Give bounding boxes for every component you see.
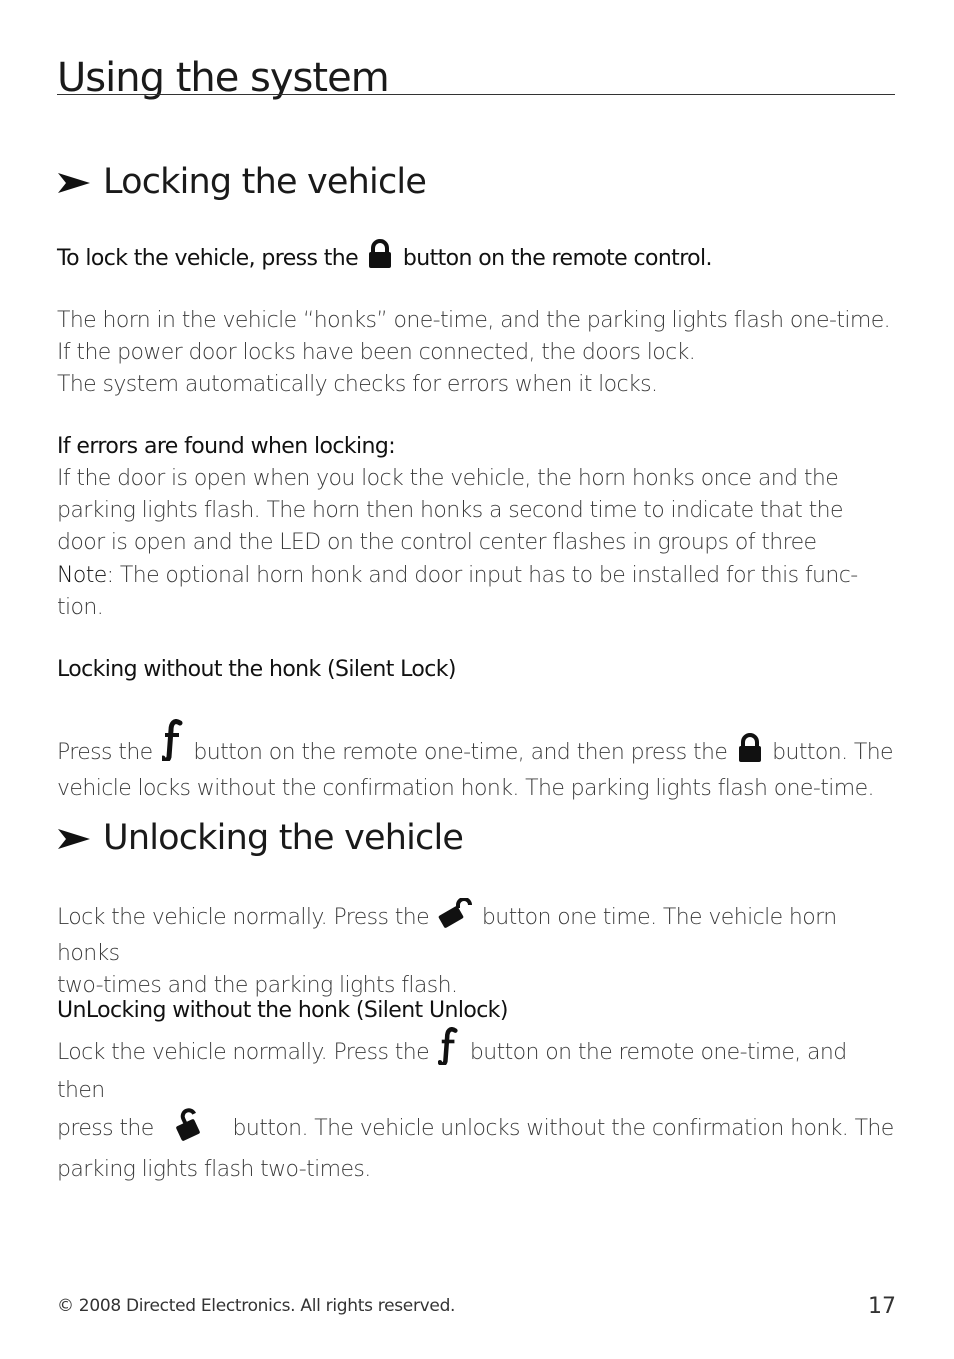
locking-paragraph <box>57 305 897 402</box>
unlocking-heading-text: Unlocking the vehicle <box>103 818 464 858</box>
errors-line-1: If the door is open when you lock the vehicle, the horn honks once and the <box>57 466 839 491</box>
note-line <box>57 560 897 592</box>
lock-instruction-pre: To lock the vehicle, press the <box>57 246 359 271</box>
footer-copyright: © 2008 Directed Electronics. All rights reserved. <box>57 1296 456 1316</box>
silent-lock-pre: Press the <box>57 740 153 765</box>
arrow-bullet-icon <box>57 827 93 851</box>
unlock-icon <box>174 1107 204 1153</box>
silent-lock-heading: Locking without the honk (Silent Lock) <box>57 657 456 682</box>
note-label: Note: <box>57 562 114 588</box>
locking-heading <box>57 160 426 204</box>
page-number: 17 <box>868 1294 896 1319</box>
lock-icon <box>737 733 763 773</box>
silent-unlock-line-3: parking lights flash two-times. <box>57 1156 371 1182</box>
silent-lock-post: button. The <box>772 740 893 765</box>
errors-heading: If errors are found when locking: <box>57 434 396 459</box>
function-f-icon <box>162 719 184 771</box>
unlocking-pre: Lock the vehicle normally. Press the <box>57 905 430 930</box>
function-f-icon <box>438 1027 460 1075</box>
silent-unlock-post: button on the remote one-time, and then <box>57 1040 847 1104</box>
note-line-2: tion. <box>57 594 104 620</box>
errors-line-2: parking lights flash. The horn then honks a second time to indicate that the <box>57 498 843 524</box>
unlocking-paragraph <box>57 898 897 1003</box>
lock-icon <box>367 239 393 279</box>
silent-unlock-heading: UnLocking without the honk (Silent Unlock) <box>57 998 508 1023</box>
lock-instruction-post: button on the remote control. <box>402 246 712 271</box>
silent-unlock-pre: Lock the vehicle normally. Press the <box>57 1040 430 1065</box>
lock-instruction <box>57 239 897 279</box>
silent-unlock-line-2 <box>57 1107 897 1153</box>
unlocking-line-2: two-times and the parking lights flash. <box>57 973 458 999</box>
silent-unlock-paragraph <box>57 1027 897 1186</box>
errors-paragraph <box>57 463 897 624</box>
silent-unlock-line2-post: button. The vehicle unlocks without the confirmation honk. The <box>232 1116 894 1142</box>
silent-unlock-line-1 <box>57 1027 897 1107</box>
silent-lock-line-2: vehicle locks without the confirmation honk. The parking lights flash one-time. <box>57 776 874 802</box>
silent-lock-line-1 <box>57 719 897 773</box>
unlocking-heading <box>57 816 463 860</box>
silent-unlock-line2-pre: press the <box>57 1116 154 1142</box>
unlocking-line-1 <box>57 898 897 970</box>
arrow-bullet-icon <box>57 171 93 195</box>
unlock-icon <box>438 898 472 938</box>
locking-heading-text: Locking the vehicle <box>103 162 427 202</box>
errors-line-3: door is open and the LED on the control center flashes in groups of three <box>57 530 817 556</box>
note-text: The optional horn honk and door input has to be installed for this func- <box>113 562 858 588</box>
locking-para-line-1: The horn in the vehicle “honks” one-time, and the parking lights flash one-time. <box>57 308 891 333</box>
locking-para-line-3: The system automatically checks for errors when it locks. <box>57 372 658 398</box>
locking-para-line-2: If the power door locks have been connected, the doors lock. <box>57 340 696 366</box>
silent-lock-mid: button on the remote one-time, and then press the <box>193 740 728 765</box>
page-title: Using the system <box>57 55 389 101</box>
title-rule <box>57 94 895 95</box>
silent-lock-paragraph <box>57 719 897 805</box>
unlocking-post: button one time. The vehicle horn honks <box>57 905 837 967</box>
